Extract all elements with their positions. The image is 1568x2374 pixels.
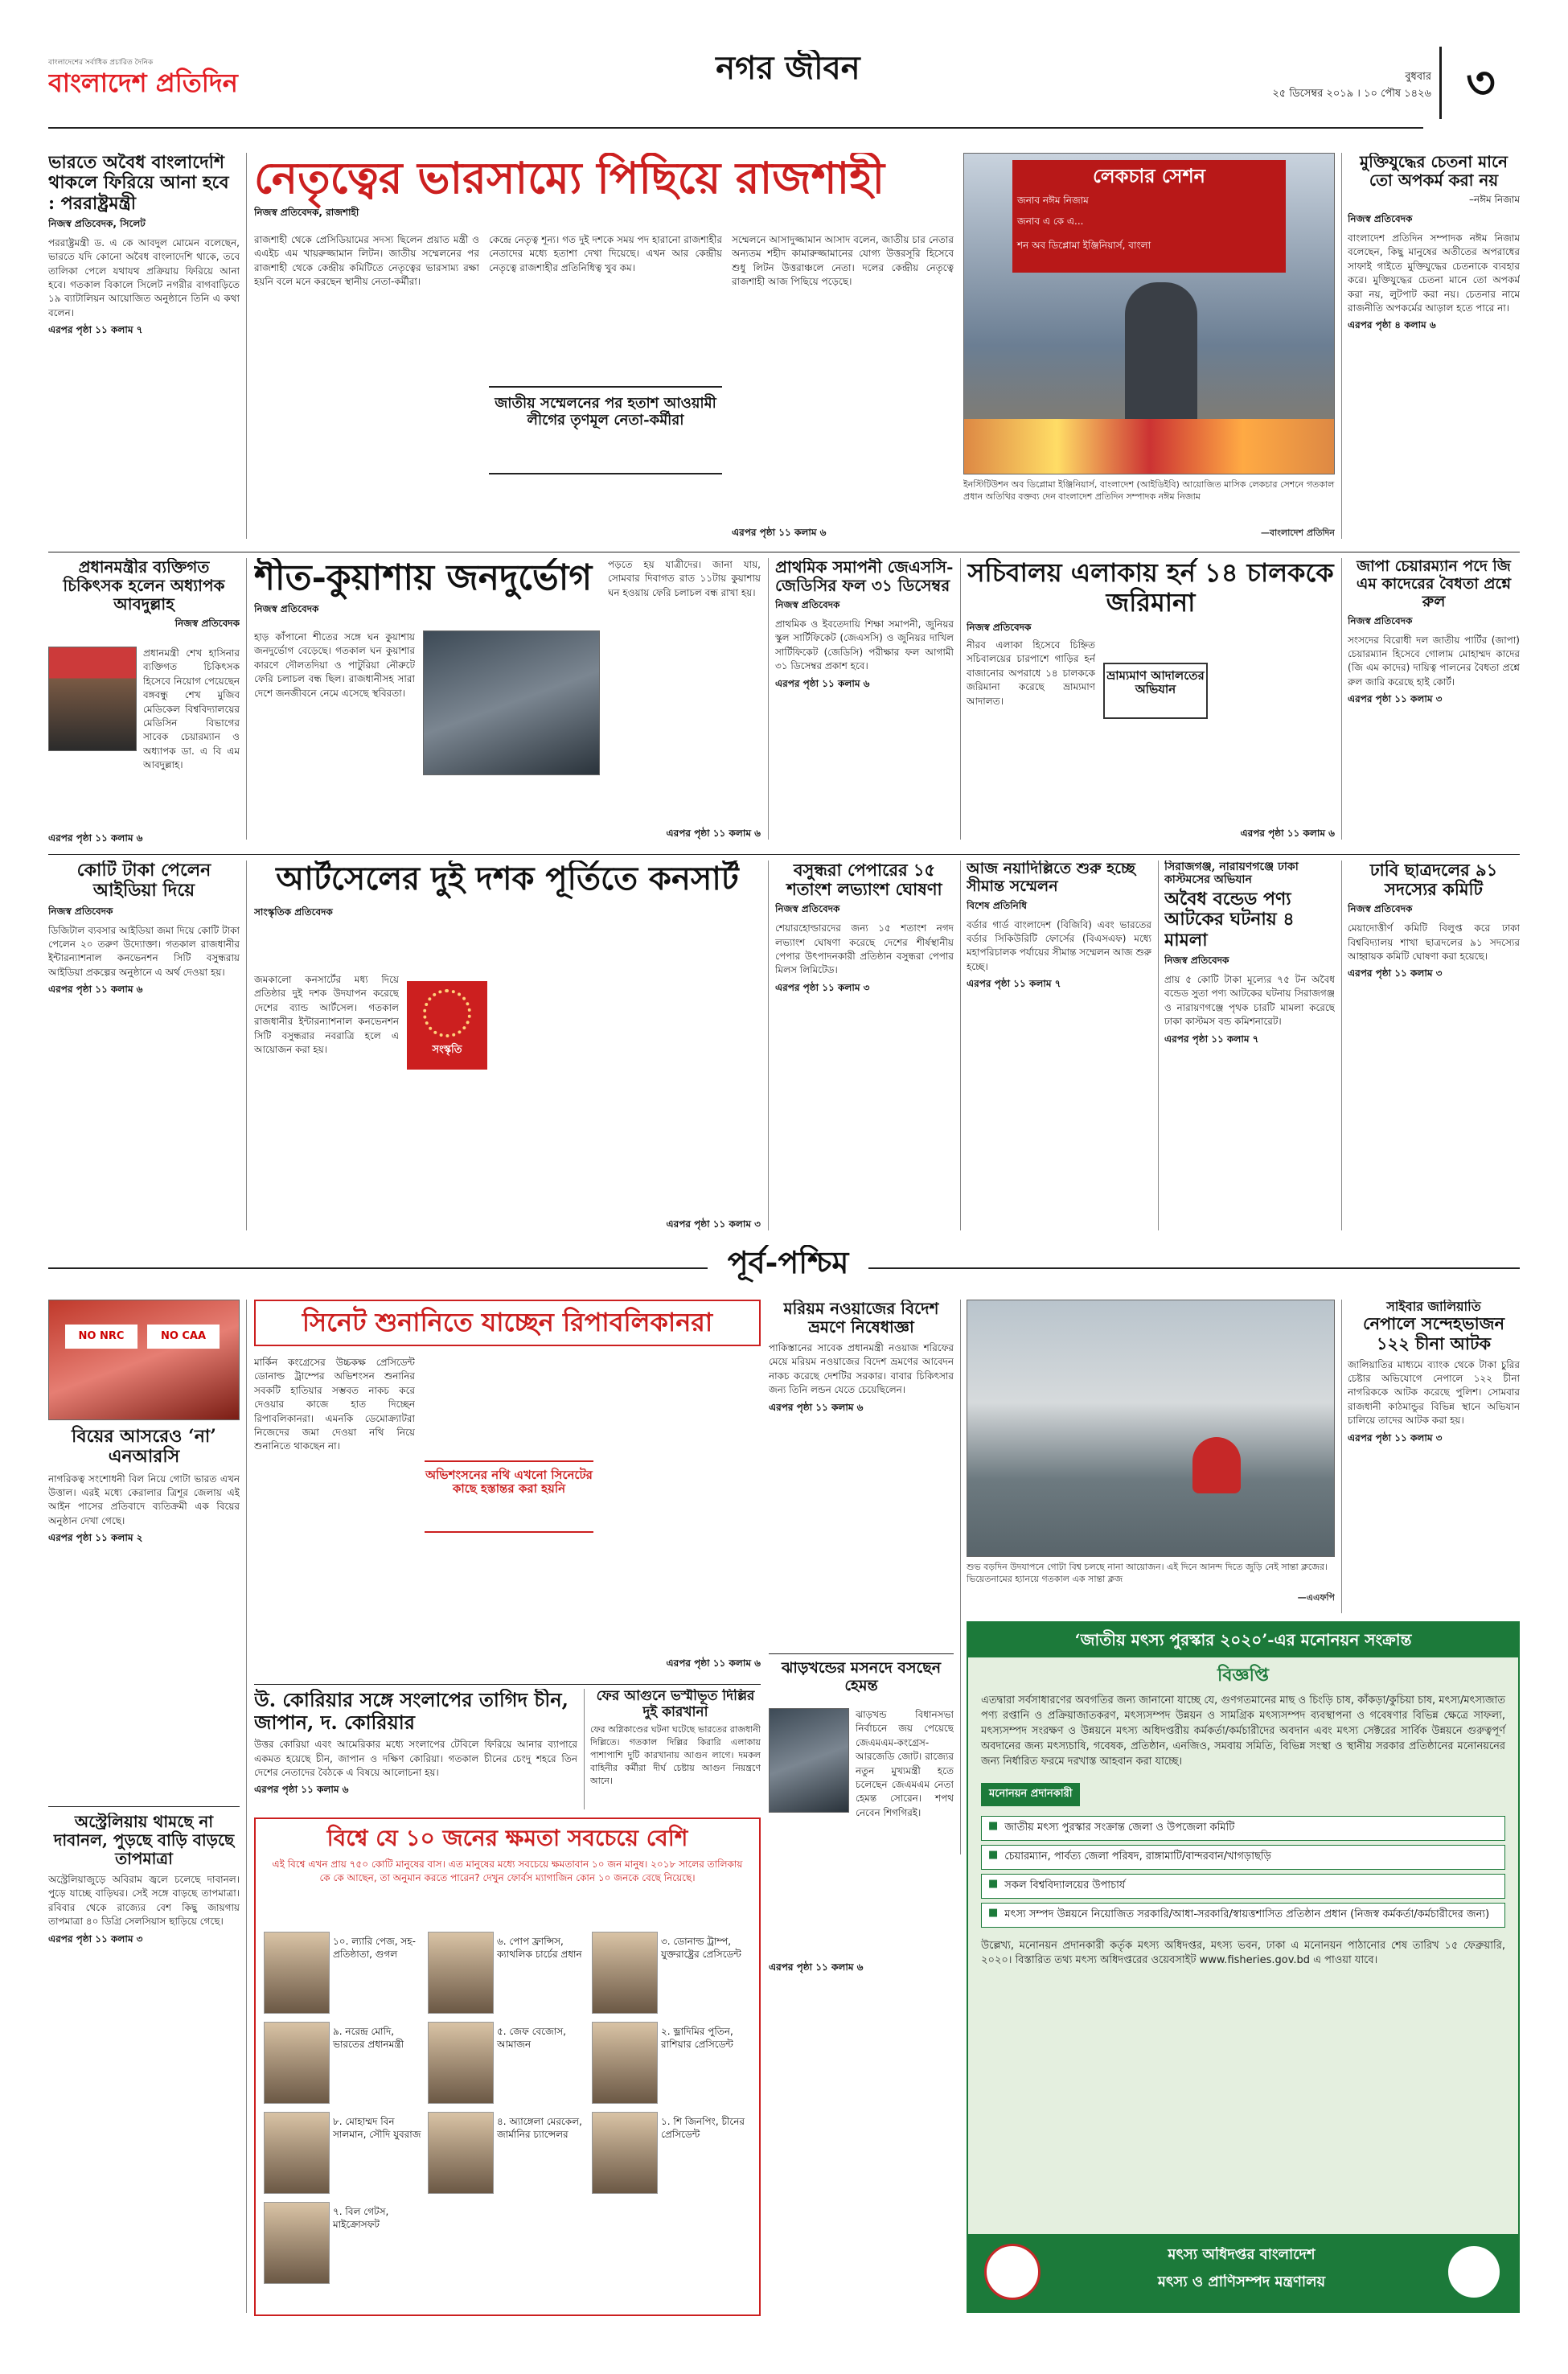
body: জমকালো কনসার্টের মধ্য দিয়ে প্রতিষ্ঠার দুই দশক উদযাপন করেছে দেশের ব্যান্ড আর্টসেল। গতকাল রাজধানীর ইন্টারন্যাশনাল কনভেনশন সিটি বসুন্ধরার নবরাত্রি হলে এ আয়োজন করা হয়।	[254, 974, 399, 1055]
article-nepal-cyber	[1348, 1300, 1520, 1613]
masthead-rule	[48, 127, 1423, 130]
ad-bullet	[981, 1816, 1505, 1841]
ad-section-label: মনোনয়ন প্রদানকারী	[981, 1783, 1080, 1806]
body: উত্তর কোরিয়া এবং আমেরিকার মধ্যে সংলাপের টেবিলে ফিরিয়ে আনার ব্যাপারে একমত হয়েছে চীন, জাপান ও দক্ষিণ কোরিয়া। গতকাল চীনের চেংদু শহরে তিন দেশের নেতাদের বৈঠকে এ বিষয়ে আলোচনা হয়।	[254, 1739, 577, 1778]
ad-bullet-text: মৎস্য সম্পদ উন্নয়নে নিয়োজিত সরকারি/আধা-সরকারি/স্বায়ত্তশাসিত প্রতিষ্ঠান প্রধান (নিজস্ব কর্মকর্তা/কর্মচারীদের জন্য)	[1004, 1908, 1490, 1920]
headline: শীত-কুয়াশায় জনদুর্ভোগ	[254, 558, 593, 598]
divider	[768, 860, 769, 1230]
article-wedding-nrc	[48, 1300, 240, 1798]
article-chhatradal	[1348, 860, 1520, 1238]
byline: নিজস্ব প্রতিবেদক, রাজশাহী	[254, 207, 359, 219]
continued: এরপর পৃষ্ঠা ১১ কলাম ৬	[48, 984, 143, 996]
article-jatiya-party	[1348, 558, 1520, 848]
divider	[584, 1689, 585, 1809]
date-line: ২৫ ডিসেম্বর ২০১৯ । ১০ পৌষ ১৪২৬	[1272, 88, 1431, 100]
wedding-photo	[48, 1300, 240, 1420]
continued: এরপর পৃষ্ঠা ১১ কলাম ৭	[48, 324, 143, 336]
masthead	[48, 47, 1520, 143]
ad-bullet	[981, 1874, 1505, 1899]
continued: এরপর পৃষ্ঠা ১১ কলাম ৭	[967, 978, 1061, 990]
photo-caption: শুভ বড়দিন উদযাপনে গোটা বিশ্ব চলছে নানা আয়োজন। এই দিনে আনন্দ দিতে জুড়ি নেই সান্তা ক্লজের। ভিয়েতনামের হ্যানয়ে গতকাল এক সান্তা ক্লজ	[967, 1562, 1328, 1584]
body: মার্কিন কংগ্রেসের উচ্চকক্ষ প্রেসিডেন্ট ডোনাল্ড ট্রাম্পের অভিশংসন শুনানির সবকটি হাতিয়ার সম্ভবত নাকচ করে দেওয়ার কাজে হাত দিচ্ছেন রিপাবলিকানরা। এমনকি ডেমোক্র্যাটরা নিজেদের জমা দেওয়া নথি নিয়ে শুনানিতে থাকছেন না।	[254, 1357, 415, 1452]
ad-notice: বিজ্ঞপ্তি	[1217, 1665, 1269, 1686]
divider	[246, 860, 247, 1230]
article-maryam	[769, 1300, 954, 1645]
kicker: সিরাজগঞ্জ, নারায়ণগঞ্জে ঢাকা কাস্টমসের অভিযান	[1164, 860, 1299, 887]
headline: ফের আগুনে ভস্মীভূত দিল্লির দুই কারখানা	[596, 1689, 755, 1720]
body: প্রধানমন্ত্রী শেখ হাসিনার ব্যক্তিগত চিকিৎসক হিসেবে নিয়োগ পেয়েছেন বঙ্গবন্ধু শেখ মুজিব মেডিকেল বিশ্ববিদ্যালয়ের মেডিসিন বিভাগের সাবেক চেয়ারম্যান ও অধ্যাপক ডা. এ বি এম আবদুল্লাহ।	[143, 647, 240, 771]
person-portrait	[428, 1932, 494, 2014]
article-idea	[48, 860, 240, 1238]
body: বাংলাদেশ প্রতিদিন সম্পাদক নঈম নিজাম বলেছেন, কিছু মানুষের অতীতের অপরাধের সাফাই গাইতে মুক্তিযুদ্ধের চেতনাকে ব্যবহার করে। মুক্তিযুদ্ধের চেতনা মানে তো অপকর্ম করা নয়, লুটপাট করা নয়। চেতনার নামে রাজনীতি অপকর্মের আড়াল হতে পারে না।	[1348, 232, 1520, 314]
flower-table	[964, 419, 1335, 474]
continued: এরপর পৃষ্ঠা ১১ কলাম ৬	[666, 828, 761, 839]
ad-bullets	[981, 1816, 1505, 1928]
section-title: নগর জীবন	[716, 50, 860, 87]
section-header-purba-paschim	[48, 1245, 1520, 1290]
person-portrait	[428, 2112, 494, 2194]
person-card	[428, 1932, 587, 2015]
byline: নিজস্ব প্রতিবেদক	[1164, 955, 1229, 967]
person-card	[264, 1932, 423, 2015]
continued: এরপর পৃষ্ঠা ১১ কলাম ৬	[769, 1961, 864, 1973]
headline: সচিবালয় এলাকায় হর্ন ১৪ চালককে জরিমানা	[967, 558, 1334, 618]
continued: এরপর পৃষ্ঠা ৪ কলাম ৬	[1348, 319, 1436, 331]
divider	[1341, 860, 1342, 1230]
page-number-tab	[1439, 47, 1520, 119]
byline: নিজস্ব প্রতিবেদক	[48, 905, 113, 917]
person-label: ৯. নরেন্দ্র মোদি, ভারতের প্রধানমন্ত্রী	[333, 2026, 404, 2051]
article-delhi-fire	[590, 1689, 761, 1809]
divider	[246, 558, 247, 840]
feature-powerful-people	[254, 1817, 761, 2316]
byline: নিজস্ব প্রতিবেদক	[1348, 213, 1413, 224]
headline: প্রাথমিক সমাপনী জেএসসি-জেডিসির ফল ৩১ ডিসেম্বর	[775, 558, 954, 595]
byline: নিজস্ব প্রতিবেদক	[775, 903, 840, 915]
person-label: ৩. ডোনাল্ড ট্রাম্প, যুক্তরাষ্ট্রের প্রেসিডেন্ট	[661, 1936, 741, 1961]
continued: এরপর পৃষ্ঠা ১১ কলাম ২	[48, 1532, 143, 1544]
page-number: ৩	[1466, 56, 1496, 109]
photo-caption: ইনস্টিটিউশন অব ডিপ্লোমা ইঞ্জিনিয়ার্স, বাংলাদেশ (আইডিইবি) আয়োজিত মাসিক লেকচার সেশনে গতকাল প্রধান অতিথির বক্তব্য দেন বাংলাদেশ প্রতিদিন সম্পাদক নঈম নিজাম	[963, 479, 1335, 502]
bullet-icon: ■	[988, 1906, 999, 1919]
photo-credit: —এএফপি	[1297, 1592, 1335, 1603]
byline: নিজস্ব প্রতিবেদক	[1348, 903, 1413, 915]
headline: অবৈধ বন্ডেড পণ্য আটকের ঘটনায় ৪ মামলা	[1164, 889, 1295, 951]
ad-org-banner	[968, 2234, 1518, 2311]
body: জালিয়াতির মাধ্যমে ব্যাংক থেকে টাকা চুরির চেষ্টার অভিযোগে নেপালে ১২২ চীনা নাগরিককে আটক করেছে পুলিশ। সোমবার রাজধানী কাঠমান্ডুর বিভিন্ন স্থানে অভিযান চালিয়ে তাদের আটক করা হয়।	[1348, 1358, 1520, 1427]
person-portrait	[264, 2202, 330, 2284]
byline: নিজস্ব প্রতিবেদক	[967, 621, 1032, 633]
article-customs	[1164, 860, 1335, 1238]
divider	[246, 1300, 247, 2313]
logo-text: বাংলাদেশ প্রতিদিন	[48, 68, 238, 98]
section-title: পূর্ব-পশ্চিম	[727, 1245, 849, 1280]
article-border-conference	[967, 860, 1151, 1238]
continued: এরপর পৃষ্ঠা ১১ কলাম ৩	[1348, 1431, 1443, 1444]
headline: অস্ট্রেলিয়ায় থামছে না দাবানল, পুড়ছে বাড়ি বাড়ছে তাপমাত্রা	[53, 1813, 235, 1868]
date-block	[1238, 69, 1431, 109]
person-label: ১. শি জিনপিং, চীনের প্রেসিডেন্ট	[661, 2116, 745, 2141]
divider	[1158, 860, 1159, 1230]
body: ডিজিটাল ব্যবসার আইডিয়া জমা দিয়ে কোটি টাকা পেলেন ২০ তরুণ উদ্যোক্তা। গতকাল রাজধানীর ইন্টারন্যাশনাল কনভেনশন সিটি বসুন্ধরায় আইডিয়া প্রকল্পের অনুষ্ঠানে এ অর্থ দেওয়া হয়।	[48, 924, 240, 978]
continued: এরপর পৃষ্ঠা ১১ কলাম ৬	[1240, 828, 1335, 839]
person-portrait	[592, 1932, 658, 2014]
protest-sign-2: NO CAA	[147, 1325, 220, 1349]
headline: ঝাড়খন্ডের মসনদে বসছেন হেমন্ত	[781, 1660, 942, 1694]
headline: আর্টসেলের দুই দশক পূর্তিতে কনসার্ট	[276, 860, 739, 897]
person-label: ৫. জেফ বেজোস, আমাজন	[497, 2026, 566, 2051]
byline: নিজস্ব প্রতিবেদক	[775, 599, 840, 610]
byline: নিজস্ব প্রতিবেদক	[1348, 614, 1413, 626]
hemant-portrait	[769, 1708, 849, 1813]
person-card	[264, 2112, 423, 2195]
protest-sign-1: NO NRC	[65, 1325, 138, 1349]
rule-right	[868, 1267, 1520, 1270]
byline: নিজস্ব প্রতিবেদক	[174, 618, 240, 629]
rule	[48, 552, 1520, 553]
article-bashundhara-paper	[775, 860, 954, 1238]
article-deport	[48, 153, 240, 547]
org-name-2: মৎস্য ও প্রাণিসম্পদ মন্ত্রণালয়	[1157, 2274, 1326, 2290]
fisheries-logo-icon	[1446, 2244, 1502, 2300]
headline-box	[254, 1300, 761, 1346]
culture-logo	[407, 981, 487, 1070]
continued: এরপর পৃষ্ঠা ১১ কলাম ৬	[666, 1657, 761, 1669]
byline: বিশেষ প্রতিনিধি	[967, 899, 1027, 911]
rule	[48, 1806, 240, 1807]
headline: মরিয়ম নওয়াজের বিদেশ ভ্রমণে নিষেধাজ্ঞা	[783, 1300, 939, 1337]
continued: এরপর পৃষ্ঠা ১১ কলাম ৩	[48, 1932, 143, 1945]
person-portrait	[264, 2022, 330, 2104]
byline: নিজস্ব প্রতিবেদক	[254, 602, 319, 614]
banner: লেকচার সেশন জনাব নঈম নিজাম জনাব এ কে এ... শন অব ডিপ্লোমা ইঞ্জিনিয়ার্স, বাংলা	[1012, 160, 1286, 273]
logo-tagline: বাংলাদেশের সর্বাধিক প্রচারিত দৈনিক	[48, 59, 154, 67]
person-portrait	[592, 2022, 658, 2104]
continued: এরপর পৃষ্ঠা ১১ কলাম ৩	[1348, 967, 1443, 980]
ad-bullet	[981, 1845, 1505, 1870]
person-label: ১০. ল্যারি পেজ, সহ-প্রতিষ্ঠাতা, গুগল	[333, 1936, 416, 1961]
continued: এরপর পৃষ্ঠা ১১ কলাম ৬	[48, 832, 143, 844]
person-label: ২. ভ্লাদিমির পুতিন, রাশিয়ার প্রেসিডেন্ট	[661, 2026, 733, 2051]
person-card	[592, 2112, 751, 2195]
divider	[1341, 558, 1342, 840]
ad-body: এতদ্বারা সর্বসাধারণের অবগতির জন্য জানানো যাচ্ছে যে, গুণগতমানের মাছ ও চিংড়ি চাষ, কাঁকড়া/কুচিয়া চাষ, মৎস্য/মৎস্যজাত পণ্য রপ্তানি ও প্রক্রিয়াজাতকরণ, মৎস্যসম্পদ উন্নয়ন ও সামগ্রিক মৎস্যসম্পদ ব্যবস্থাপনা ও গবেষণার বিভিন্ন ক্ষেত্রে সাফল্য, মৎস্যসম্পদ সংরক্ষণ ও উন্নয়নে মৎস্য অধিদপ্তরীয় কর্মকর্তা/কর্মচারীদের অবদান এবং মৎস্য সেক্টরের সার্বিক উন্নয়নে গুরুত্বপূর্ণ অবদানের জন্য মৎস্যচাষি, গবেষক, প্রতিষ্ঠান, এনজিও, সমবায় সমিতি, বিভিন্ন সংস্থা ও স্থানীয় সরকার প্রতিষ্ঠানের মনোনয়নের জন্য নির্ধারিত ফরমে দরখাস্ত আহবান করা যাচ্ছে।	[981, 1694, 1505, 1768]
person-label: ৬. পোপ ফ্রান্সিস, ক্যাথলিক চার্চের প্রধান	[497, 1936, 582, 1961]
kicker: সাইবার জালিয়াতি	[1386, 1300, 1481, 1314]
continued: এরপর পৃষ্ঠা ১১ কলাম ৩	[1348, 693, 1443, 705]
headline: নেপালে সন্দেহভাজন ১২২ চীনা আটক	[1362, 1313, 1505, 1353]
article-secretariat-horn	[967, 558, 1335, 848]
logo	[48, 56, 257, 113]
byline: নিজস্ব প্রতিবেদক, সিলেট	[48, 217, 146, 229]
divider	[246, 153, 247, 539]
continued: এরপর পৃষ্ঠা ১১ কলাম ৬	[254, 1784, 349, 1796]
person-label: ৪. অ্যাঙ্গেলা মেরকেল, জার্মানির চ্যান্সেলর	[497, 2116, 582, 2141]
body: অস্ট্রেলিয়াজুড়ে অবিরাম জ্বলে চলেছে দাবানল। পুড়ে যাচ্ছে বাড়িঘর। সেই সঙ্গে বাড়ছে তাপমাত্রা। রবিবার থেকে রাজ্যের বেশ কিছু জায়গায় তাপমাত্রা ৪০ ডিগ্রি সেলসিয়াস ছাড়িয়ে গেছে।	[48, 1874, 240, 1928]
doctor-portrait	[48, 647, 137, 751]
article-australia-fire	[48, 1813, 240, 2311]
body-col-3: সম্মেলনে আসাদুজ্জামান আসাদ বলেন, জাতীয় চার নেতার অন্যতম শহীদ কামারুজ্জামানের যোগ্য উত্তরসূরি হিসেবে শুধু লিটন উত্তরাঞ্চলে নেতা। দলের কেন্দ্রীয় নেতৃত্বে রাজশাহী আজ পিছিয়ে পড়েছে।	[732, 234, 954, 288]
body: নীরব এলাকা হিসেবে চিহ্নিত সচিবালয়ের চারপাশে গাড়ির হর্ন বাজানোর অপরাধে ১৪ চালককে জরিমানা করেছে ভ্রাম্যমাণ আদালত।	[967, 639, 1095, 707]
divider	[768, 558, 769, 840]
headline: সিনেট শুনানিতে যাচ্ছেন রিপাবলিকানরা	[302, 1307, 713, 1337]
headline: জাপা চেয়ারম্যান পদে জি এম কাদেরের বৈধতা প্রশ্নে রুল	[1356, 558, 1512, 610]
santa-photo	[967, 1300, 1335, 1557]
lead-headline: নেতৃত্বের ভারসাম্যে পিছিয়ে রাজশাহী	[254, 153, 885, 203]
body: নাগরিকত্ব সংশোধনী বিল নিয়ে গোটা ভারত এখন উত্তাল। এরই মধ্যে কেরালার ত্রিশূর জেলায় এই আইন পাসের প্রতিবাদে ব্যতিক্রমী এক বিয়ের অনুষ্ঠান দেখা গেছে।	[48, 1472, 240, 1526]
continued: এরপর পৃষ্ঠা ১১ কলাম ৭	[1164, 1033, 1259, 1045]
bullet-icon: ■	[988, 1848, 999, 1861]
body: পাকিস্তানের সাবেক প্রধানমন্ত্রী নওয়াজ শরিফের মেয়ে মরিয়ম নওয়াজের বিদেশ ভ্রমণের আবেদন নাকচ করেছে দেশটির সরকার। বাবার চিকিৎসার জন্য তিনি লন্ডন যেতে চেয়েছিলেন।	[769, 1342, 954, 1396]
org-name-1: মৎস্য অধিদপ্তর বাংলাদেশ	[1168, 2247, 1316, 2263]
divider	[960, 558, 961, 840]
pull-quote: জাতীয় সম্মেলনের পর হতাশ আওয়ামী লীগের তৃণমূল নেতা-কর্মীরা	[489, 386, 722, 474]
person-card	[428, 2112, 587, 2195]
headline: প্রধানমন্ত্রীর ব্যক্তিগত চিকিৎসক হলেন অধ্যাপক আবদুল্লাহ	[63, 558, 225, 614]
winter-photo	[423, 630, 600, 775]
person-portrait	[428, 2022, 494, 2104]
body: মেয়াদোত্তীর্ণ কমিটি বিলুপ্ত করে ঢাকা বিশ্ববিদ্যালয় শাখা ছাত্রদলের ৯১ সদস্যের আহ্বায়ক কমিটি ঘোষণা করা হয়েছে।	[1348, 922, 1520, 963]
ad-bullet-text: সকল বিশ্ববিদ্যালয়ের উপাচার্য	[1004, 1879, 1126, 1891]
highlight-box: ভ্রাম্যমাণ আদালতের অভিযান	[1103, 663, 1208, 719]
person-card	[592, 1932, 751, 2015]
article-liberation-spirit	[1348, 153, 1520, 547]
body: ফের অগ্নিকাণ্ডের ঘটনা ঘটেছে ভারতের রাজধানী দিল্লিতে। গতকাল দিল্লির কিরারি এলাকায় পাশাপাশি দুটি কারখানায় আগুন লাগে। দমকল বাহিনীর কর্মীরা দীর্ঘ চেষ্টায় আগুন নিয়ন্ত্রণে আনে।	[590, 1724, 761, 1786]
article-senate	[254, 1300, 761, 1678]
lecture-photo	[963, 153, 1335, 474]
person-portrait	[264, 2112, 330, 2194]
continued: এরপর পৃষ্ঠা ১১ কলাম ৩	[666, 1218, 761, 1230]
divider	[1341, 153, 1342, 539]
rule-left	[48, 1267, 708, 1270]
body-col-2: পড়তে হয় যাত্রীদের। জানা যায়, সোমবার দিবাগত রাত ১১টায় কুয়াশায় ঘন হওয়ায় ফেরি চলাচল বন্ধ রাখা হয়।	[608, 559, 761, 598]
culture-logo-icon	[423, 989, 471, 1037]
headline: ঢাবি ছাত্রদলের ৯১ সদস্যের কমিটি	[1369, 860, 1498, 900]
divider	[960, 1300, 961, 1854]
article-jharkhand	[769, 1660, 954, 2311]
person-portrait	[592, 2112, 658, 2194]
body-col-2: কেন্দ্রে নেতৃত্ব শূন্য। গত দুই দশকে সময় পদ হারানো রাজশাহীর নেতাদের মধ্যে হতাশা দেখা দিয়েছে। এখন আর কেন্দ্রীয় নেতৃত্বে রাজশাহীর প্রতিনিধিত্ব খুব কম।	[489, 234, 722, 273]
ad-bullet	[981, 1903, 1505, 1928]
bullet-icon: ■	[988, 1819, 999, 1832]
continued: এরপর পৃষ্ঠা ১১ কলাম ৬	[775, 677, 870, 689]
people-grid	[264, 1932, 751, 2302]
person-card	[264, 2202, 423, 2286]
article-pm-doctor	[48, 558, 240, 848]
body: প্রায় ৫ কোটি টাকা মূল্যের ৭৫ টন অবৈধ বন্ডেড সুতা পণ্য আটকের ঘটনায় সিরাজগঞ্জ ও নারায়ণগঞ্জে পৃথক চারটি মামলা করেছে ঢাকা কাস্টমস বন্ড কমিশনারেট।	[1164, 974, 1335, 1028]
headline: উ. কোরিয়ার সঙ্গে সংলাপের তাগিদ চীন, জাপান, দ. কোরিয়ার	[254, 1689, 569, 1734]
body: বর্ডার গার্ড বাংলাদেশ (বিজিবি) এবং ভারতের বর্ডার সিকিউরিটি ফোর্সের (বিএসএফ) মধ্যে মহাপরিচালক পর্যায়ের সীমান্ত সম্মেলন আজ শুরু হচ্ছে।	[967, 918, 1151, 972]
person-card	[592, 2022, 751, 2105]
rule	[769, 1653, 954, 1654]
divider	[960, 860, 961, 1230]
body: প্রাথমিক ও ইবতেদায়ি শিক্ষা সমাপনী, জুনিয়র স্কুল সার্টিফিকেট (জেএসসি) ও জুনিয়র দাখিল সার্টিফিকেট (জেডিসি) পরীক্ষার ফল আগামী ৩১ ডিসেম্বর প্রকাশ হবে।	[775, 618, 954, 672]
continued: এরপর পৃষ্ঠা ১১ কলাম ৬	[732, 527, 827, 538]
body: পররাষ্ট্রমন্ত্রী ড. এ কে আবদুল মোমেন বলেছেন, ভারতে যদি কোনো অবৈধ বাংলাদেশি থাকে, তবে তালিকা পেলে যথাযথ প্রক্রিয়ায় ফিরিয়ে আনা হবে। গতকাল বিকালে সিলেট নগরীর বাগবাড়িতে ১৯ ব্যাটালিয়ন আয়োজিত অনুষ্ঠানে তিনি এ কথা বলেন।	[48, 236, 240, 318]
feature-headline: বিশ্বে যে ১০ জনের ক্ষমতা সবচেয়ে বেশি	[326, 1825, 688, 1851]
person-label: ৮. মোহাম্মদ বিন সালমান, সৌদি যুবরাজ	[333, 2116, 421, 2141]
ad-title: ‘জাতীয় মৎস্য পুরস্কার ২০২০’-এর মনোনয়ন সংক্রান্ত	[968, 1623, 1518, 1657]
ad-fisheries-award	[967, 1621, 1520, 2313]
person-label: ৭. বিল গেটস, মাইক্রোসফট	[333, 2206, 389, 2231]
quote-source: –নঈম নিজাম	[1469, 194, 1520, 205]
divider	[1341, 1300, 1342, 1613]
article-artcell	[254, 860, 761, 1238]
rule	[48, 854, 1520, 856]
body-col-1: রাজশাহী থেকে প্রেসিডিয়ামের সদস্য ছিলেন প্রয়াত মন্ত্রী ও এএইচ এম খায়রুজ্জামান লিটন। জাতীয় সম্মেলনের পর রাজশাহী থেকে কেন্দ্রীয় কমিটিতে নেতৃত্বের ভারসাম্য রক্ষা হয়নি বলে মনে করছেন স্থানীয় নেতা-কর্মীরা।	[254, 234, 479, 288]
byline: সাংস্কৃতিক প্রতিবেদক	[254, 906, 333, 918]
photo-santa	[967, 1300, 1335, 1605]
photo-credit: —বাংলাদেশ প্রতিদিন	[1260, 528, 1335, 538]
ad-footer-text: উল্লেখ্য, মনোনয়ন প্রদানকারী কর্তৃক মৎস্য অধিদপ্তর, মৎস্য ভবন, ঢাকা এ মনোনয়ন পাঠানোর শেষ তারিখ ১৫ ফেব্রুয়ারি, ২০২০। বিস্তারিত তথ্য মৎস্য অধিদপ্তরের ওয়েবসাইট www.fisheries.gov.bd এ পাওয়া যাবে।	[981, 1939, 1505, 1967]
culture-logo-text: সংস্কৃতি	[432, 1044, 462, 1056]
ad-bullet-text: জাতীয় মৎস্য পুরস্কার সংক্রান্ত জেলা ও উপজেলা কমিটি	[1004, 1821, 1235, 1834]
person-card	[264, 2022, 423, 2105]
headline: আজ নয়াদিল্লিতে শুরু হচ্ছে সীমান্ত সম্মেলন	[967, 860, 1135, 895]
pull-quote: অভিশংসনের নথি এখনো সিনেটের কাছে হস্তান্তর করা হয়নি	[425, 1460, 593, 1533]
article-korea	[254, 1689, 577, 1809]
headline: ভারতে অবৈধ বাংলাদেশি থাকলে ফিরিয়ে আনা হবে : পররাষ্ট্রমন্ত্রী	[48, 153, 229, 214]
headline: মুক্তিযুদ্ধের চেতনা মানে তো অপকর্ম করা নয়	[1360, 153, 1508, 190]
govt-seal-icon	[984, 2244, 1041, 2300]
ad-bullet-text: চেয়ারম্যান, পার্বত্য জেলা পরিষদ, রাঙ্গামাটি/বান্দরবান/খাগড়াছড়ি	[1004, 1850, 1271, 1863]
body: শেয়ারহোল্ডারদের জন্য ১৫ শতাংশ নগদ লভ্যাংশ ঘোষণা করেছে দেশের শীর্ষস্থানীয় পেপার উৎপাদনকারী প্রতিষ্ঠান বসুন্ধরা পেপার মিলস লিমিটেড।	[775, 922, 954, 976]
article-winter-fog	[254, 558, 761, 848]
continued: এরপর পৃষ্ঠা ১১ কলাম ৬	[769, 1401, 864, 1413]
article-rajshahi	[254, 153, 954, 547]
santa-figure	[1192, 1437, 1241, 1493]
headline: বসুন্ধরা পেপারের ১৫ শতাংশ লভ্যাংশ ঘোষণা	[786, 860, 942, 900]
rule	[254, 1684, 761, 1685]
headline: কোটি টাকা পেলেন আইডিয়া দিয়ে	[76, 860, 211, 902]
feature-intro: এই বিশ্বে এখন প্রায় ৭৫০ কোটি মানুষের বাস। এত মানুষের মধ্যে সবচেয়ে ক্ষমতাবান ১০ জন মানুষ। ২০১৮ সালের তালিকায় কে কে আছেন, তা অনুমান করতে পারেন? দেখুন ফোর্বস ম্যাগাজিন কোন ১০ জনকে বেছে নিয়েছে।	[272, 1859, 743, 1883]
headline: বিয়ের আসরেও ‘না’ এনআরসি	[72, 1426, 216, 1468]
continued: এরপর পৃষ্ঠা ১১ কলাম ৩	[775, 981, 870, 993]
body: ঝাড়খন্ড বিধানসভা নির্বাচনে জয় পেয়েছে জেএমএম-কংগ্রেস-আরজেডি জোট। রাজ্যের নতুন মুখ্যমন্ত্রী হতে চলেছেন জেএমএম নেতা হেমন্ত সোরেন। শপথ নেবেন শিগগিরই।	[856, 1709, 954, 1818]
weekday: বুধবার	[1405, 71, 1431, 83]
photo-lecture-session	[963, 153, 1335, 547]
bullet-icon: ■	[988, 1877, 999, 1890]
body-col-1: হাড় কাঁপানো শীতের সঙ্গে ঘন কুয়াশায় জনদুর্ভোগ বেড়েছে। গতকাল ঘন কুয়াশার কারণে দৌলতদিয়া ও পাটুরিয়া নৌরুটে ফেরি চলাচল বন্ধ ছিল। রাজধানীসহ সারা দেশে জনজীবনে নেমে এসেছে স্থবিরতা।	[254, 631, 415, 699]
person-portrait	[264, 1932, 330, 2014]
body: সংসদের বিরোধী দল জাতীয় পার্টির (জাপা) চেয়ারম্যান হিসেবে গোলাম মোহাম্মদ কাদের (জি এম কাদের) দায়িত্ব পালনের বৈধতা প্রশ্নে রুল জারি করেছে হাই কোর্ট।	[1348, 634, 1520, 688]
article-jsc-results	[775, 558, 954, 848]
person-card	[428, 2022, 587, 2105]
